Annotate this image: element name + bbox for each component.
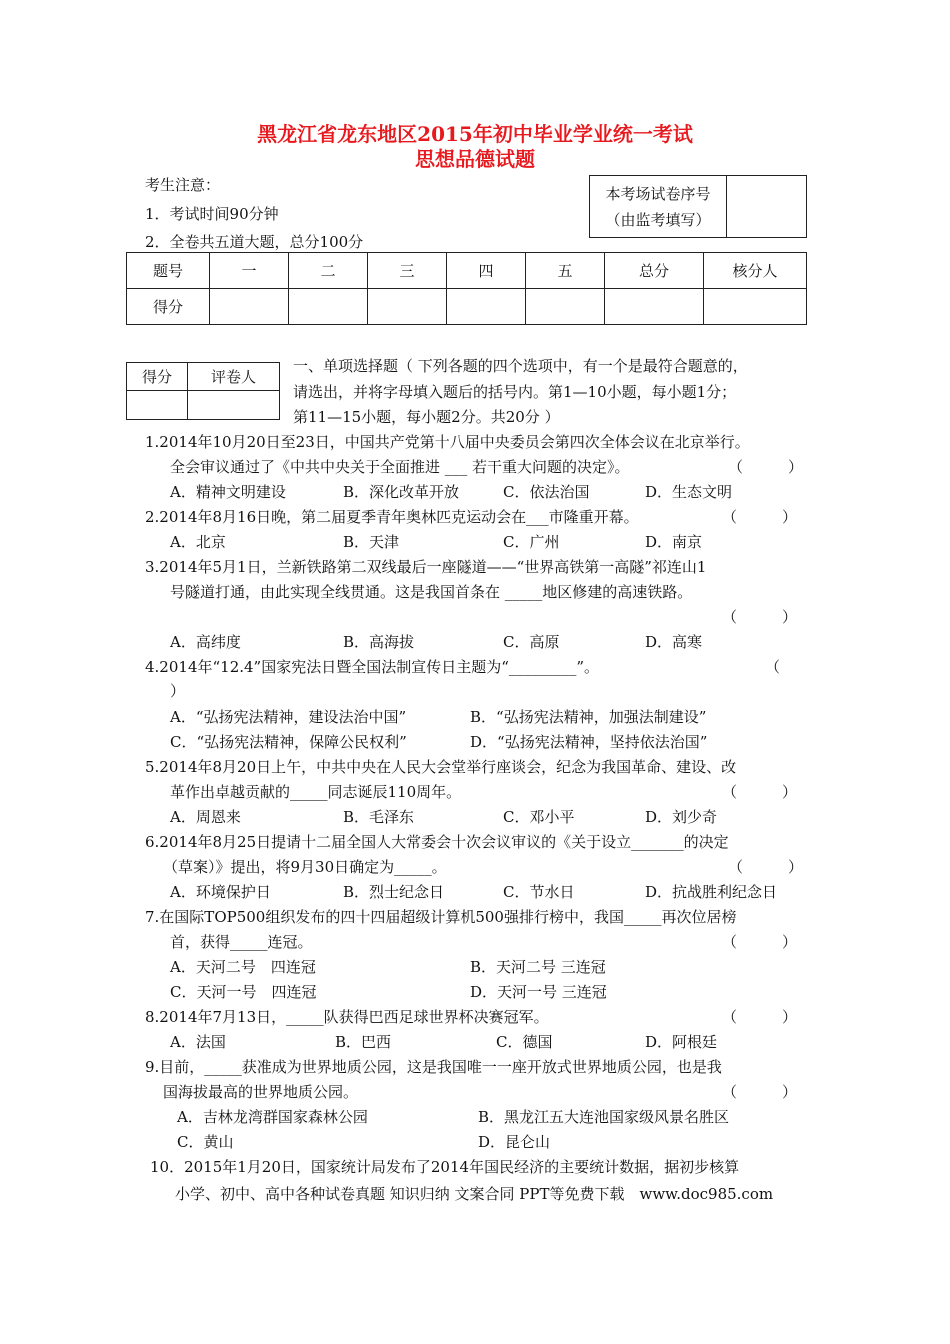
notice-heading: 考生注意： xyxy=(145,176,221,194)
option-d: D．高寒 xyxy=(645,633,703,651)
answer-paren[interactable]: （ ） xyxy=(722,608,798,626)
option-a: A．天河二号 四连冠 xyxy=(170,958,316,976)
score-cell[interactable] xyxy=(704,289,807,325)
exam-title: 黑龙江省龙东地区2015年初中毕业学业统一考试 xyxy=(257,122,693,146)
option-d: D．南京 xyxy=(645,533,703,551)
question-7-line2: 首，获得_____连冠。 xyxy=(170,933,313,951)
option-a: A．“弘扬宪法精神，建设法治中国” xyxy=(170,708,407,726)
score-header-cell: 四 xyxy=(447,253,526,289)
section1-line2: 请选出，并将字母填入题后的括号内。第1—10小题，每小题1分； xyxy=(293,383,737,401)
notice-item-2: 2．全卷共五道大题，总分100分 xyxy=(145,233,364,251)
option-d: D．抗战胜利纪念日 xyxy=(645,883,778,901)
option-c: C．邓小平 xyxy=(503,808,575,826)
option-d: D．“弘扬宪法精神，坚持依法治国” xyxy=(470,733,708,751)
section1-line3: 第11—15小题，每小题2分。共20分 ） xyxy=(293,408,560,426)
option-b: B．巴西 xyxy=(335,1033,392,1051)
section1-line1: 一、单项选择题（ 下列各题的四个选项中，有一个是最符合题意的， xyxy=(293,357,748,375)
score-cell[interactable] xyxy=(605,289,704,325)
answer-paren[interactable]: （ ） xyxy=(722,508,798,526)
answer-paren[interactable]: （ ） xyxy=(728,458,804,476)
question-5-line2: 革作出卓越贡献的_____同志诞辰110周年。 xyxy=(170,783,462,801)
question-9-line2: 国海拔最高的世界地质公园。 xyxy=(163,1083,359,1101)
score-cell[interactable] xyxy=(289,289,368,325)
grader-score-field[interactable] xyxy=(127,391,188,420)
option-b: B．高海拔 xyxy=(343,633,415,651)
answer-paren[interactable]: （ ） xyxy=(722,783,798,801)
answer-paren[interactable]: （ ） xyxy=(722,1083,798,1101)
grader-score-label: 得分 xyxy=(127,363,188,391)
answer-paren-open[interactable]: （ xyxy=(765,658,781,676)
question-1-line1: 1.2014年10月20日至23日，中国共产党第十八届中央委员会第四次全体会议在北京举行。 xyxy=(145,433,750,451)
question-3-line2: 号隧道打通，由此实现全线贯通。这是我国首条在 _____地区修建的高速铁路。 xyxy=(170,583,693,601)
seat-number-field[interactable] xyxy=(727,176,807,238)
option-b: B．天河二号 三连冠 xyxy=(470,958,606,976)
seat-number-label-line2: （由监考填写） xyxy=(605,210,711,229)
option-c: C．依法治国 xyxy=(503,483,590,501)
question-9-line1: 9.目前，_____获准成为世界地质公园，这是我国唯一一座开放式世界地质公园，也是我 xyxy=(145,1058,722,1076)
grader-name-field[interactable] xyxy=(188,391,280,420)
score-header-cell: 二 xyxy=(289,253,368,289)
option-b: B．天津 xyxy=(343,533,400,551)
question-4-line1: 4.2014年“12.4”国家宪法日暨全国法制宣传日主题为“_________”。 xyxy=(145,658,600,676)
score-header-cell: 总分 xyxy=(605,253,704,289)
answer-paren[interactable]: （ ） xyxy=(728,858,804,876)
page-footer: 小学、初中、高中各种试卷真题 知识归纳 文案合同 PPT等免费下载 www.doc985.com xyxy=(175,1185,774,1203)
notice-item-1: 1．考试时间90分钟 xyxy=(145,205,279,223)
option-c: C．“弘扬宪法精神，保障公民权利” xyxy=(170,733,407,751)
option-c: C．节水日 xyxy=(503,883,575,901)
option-d: D．刘少奇 xyxy=(645,808,718,826)
score-header-cell: 核分人 xyxy=(704,253,807,289)
option-a: A．北京 xyxy=(170,533,226,551)
option-b: B．“弘扬宪法精神，加强法制建设” xyxy=(470,708,707,726)
option-b: B．深化改革开放 xyxy=(343,483,460,501)
option-c: C．广州 xyxy=(503,533,560,551)
question-6-line2: （草案）》提出，将9月30日确定为_____。 xyxy=(163,858,447,876)
option-b: B．烈士纪念日 xyxy=(343,883,445,901)
option-d: D．昆仑山 xyxy=(478,1133,551,1151)
option-a: A．环境保护日 xyxy=(170,883,271,901)
score-cell[interactable] xyxy=(526,289,605,325)
score-header-cell: 五 xyxy=(526,253,605,289)
score-header-cell: 一 xyxy=(210,253,289,289)
question-8-line1: 8.2014年7月13日，_____队获得巴西足球世界杯决赛冠军。 xyxy=(145,1008,549,1026)
option-b: B．黑龙江五大连池国家级风景名胜区 xyxy=(478,1108,730,1126)
grader-table xyxy=(126,362,280,420)
score-header-cell: 三 xyxy=(368,253,447,289)
score-row-label: 得分 xyxy=(127,289,210,325)
option-d: D．生态文明 xyxy=(645,483,733,501)
question-1-line2: 全会审议通过了《中共中央关于全面推进 ___ 若干重大问题的决定》。 xyxy=(170,458,630,476)
answer-paren[interactable]: （ ） xyxy=(722,1008,798,1026)
exam-subtitle: 思想品德试题 xyxy=(415,147,535,171)
score-cell[interactable] xyxy=(210,289,289,325)
option-a: A．法国 xyxy=(170,1033,226,1051)
question-6-line1: 6.2014年8月25日提请十二届全国人大常委会十次会议审议的《关于设立_______的决定 xyxy=(145,833,729,851)
option-d: D．天河一号 三连冠 xyxy=(470,983,607,1001)
option-c: C．德国 xyxy=(496,1033,553,1051)
option-a: A．精神文明建设 xyxy=(170,483,286,501)
option-c: C．天河一号 四连冠 xyxy=(170,983,317,1001)
score-cell[interactable] xyxy=(368,289,447,325)
score-table xyxy=(126,252,807,325)
grader-name-label: 评卷人 xyxy=(188,363,280,391)
option-b: B．毛泽东 xyxy=(343,808,415,826)
seat-number-label-line1: 本考场试卷序号 xyxy=(605,184,711,203)
answer-paren[interactable]: （ ） xyxy=(722,933,798,951)
option-a: A．吉林龙湾群国家森林公园 xyxy=(177,1108,368,1126)
option-a: A．周恩来 xyxy=(170,808,241,826)
question-10-line1: 10．2015年1月20日，国家统计局发布了2014年国民经济的主要统计数据，据初步核算 xyxy=(150,1158,740,1176)
answer-paren-close[interactable]: ） xyxy=(170,682,186,700)
seat-number-box xyxy=(589,175,807,238)
option-a: A．高纬度 xyxy=(170,633,241,651)
score-cell[interactable] xyxy=(447,289,526,325)
question-3-line1: 3.2014年5月1日，兰新铁路第二双线最后一座隧道——“世界高铁第一高隧”祁连山1 xyxy=(145,558,707,576)
question-2-line1: 2.2014年8月16日晚，第二届夏季青年奥林匹克运动会在___市隆重开幕。 xyxy=(145,508,639,526)
seat-number-label xyxy=(590,176,727,238)
score-header-cell: 题号 xyxy=(127,253,210,289)
question-5-line1: 5.2014年8月20日上午，中共中央在人民大会堂举行座谈会，纪念为我国革命、建设、改 xyxy=(145,758,737,776)
option-c: C．高原 xyxy=(503,633,560,651)
option-c: C．黄山 xyxy=(177,1133,234,1151)
question-7-line1: 7.在国际TOP500组织发布的四十四届超级计算机500强排行榜中，我国_____再次位居榜 xyxy=(145,908,737,926)
option-d: D．阿根廷 xyxy=(645,1033,718,1051)
